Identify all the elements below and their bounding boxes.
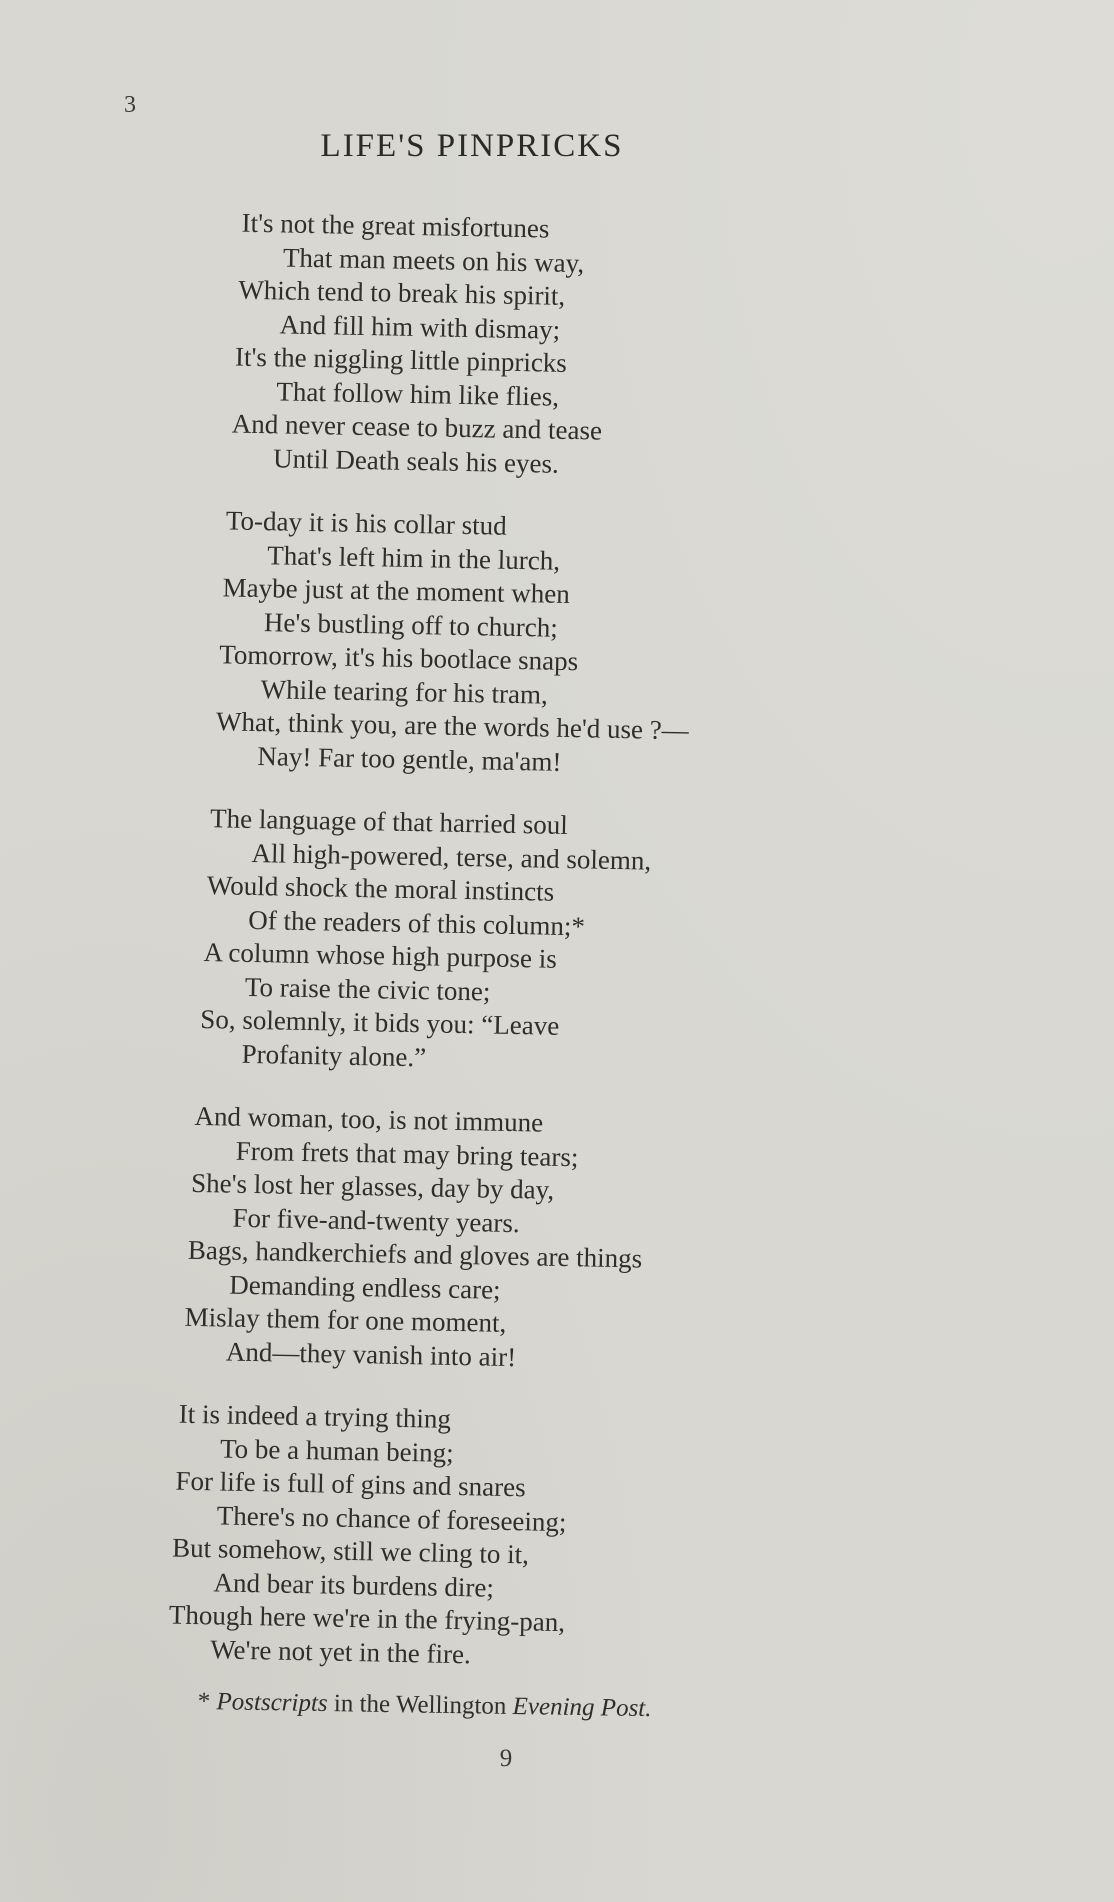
poem-line: To-day it is his collar stud [225, 505, 507, 541]
poem-line: The language of that harried soul [209, 803, 569, 841]
poem-line: And—they vanish into air! [225, 1336, 517, 1372]
poem-line: And never cease to buzz and tease [231, 408, 603, 446]
stanza-5 [0, 1394, 1091, 1683]
poem-line: He's bustling off to church; [263, 606, 559, 643]
poem-body [0, 202, 1114, 1716]
poem-line: But somehow, still we cling to it, [171, 1532, 530, 1570]
stanza-1 [0, 202, 1114, 491]
footnote-middle: in the Wellington [327, 1690, 513, 1720]
poem-line: And bear its burdens dire; [213, 1566, 495, 1603]
footnote-paper: Evening Post. [512, 1692, 652, 1723]
poem-line: She's lost her glasses, day by day, [190, 1167, 555, 1205]
poem-title: LIFE'S PINPRICKS [320, 128, 624, 164]
poem-line: To raise the civic tone; [244, 971, 491, 1007]
poem-line: There's no chance of foreseeing; [216, 1499, 567, 1537]
poem-line: Until Death seals his eyes. [272, 442, 560, 479]
poem-line: What, think you, are the words he'd use ?— [215, 706, 690, 746]
poem-line: Though here we're in the frying-pan, [168, 1599, 566, 1638]
poem-line: All high-powered, terse, and solemn, [251, 837, 652, 876]
poem-line: To be a human being; [219, 1432, 454, 1468]
poem-line: Bags, handkerchiefs and gloves are things [187, 1234, 643, 1274]
poem-line: It's not the great misfortunes [241, 207, 550, 244]
poem-line: And fill him with dismay; [279, 308, 561, 345]
poem-line: Of the readers of this column;* [247, 904, 586, 941]
poem-line: So, solemnly, it bids you: “Leave [200, 1003, 560, 1041]
poem-line: For five-and-twenty years. [232, 1202, 520, 1238]
poem-line: And woman, too, is not immune [194, 1100, 544, 1138]
poem-line: Tomorrow, it's his bootlace snaps [219, 639, 579, 677]
poem-line: For life is full of gins and snares [175, 1465, 526, 1503]
poem-line: We're not yet in the fire. [209, 1633, 472, 1669]
poem-line: It's the niggling little pinpricks [234, 341, 568, 378]
poem-line: Mislay them for one moment, [184, 1301, 507, 1338]
poem-line: Would shock the moral instincts [206, 870, 555, 907]
poem-line: Profanity alone.” [241, 1038, 427, 1072]
poem-line: That's left him in the lurch, [266, 539, 561, 576]
footnote [198, 1688, 652, 1723]
stanza-2 [0, 500, 1108, 789]
poem-line: Maybe just at the moment when [222, 572, 571, 610]
poem-line: That follow him like flies, [276, 375, 560, 412]
poem-line: It is indeed a trying thing [178, 1398, 452, 1434]
footnote-mark: * [197, 1688, 217, 1716]
stanza-4 [0, 1096, 1097, 1385]
poem-line: A column whose high purpose is [203, 937, 558, 974]
poem-line: Demanding endless care; [228, 1269, 501, 1305]
stanza-3 [0, 798, 1102, 1087]
poem-line: From frets that may bring tears; [235, 1135, 579, 1172]
poem-line: That man meets on his way, [282, 241, 585, 278]
footnote-source: Postscripts [216, 1688, 328, 1718]
corner-page-number: 3 [124, 92, 136, 118]
poem-line: Nay! Far too gentle, ma'am! [257, 740, 562, 777]
poem-line: While tearing for his tram, [260, 673, 549, 710]
poem-line: Which tend to break his spirit, [238, 274, 566, 311]
page-number: 9 [499, 1745, 513, 1772]
